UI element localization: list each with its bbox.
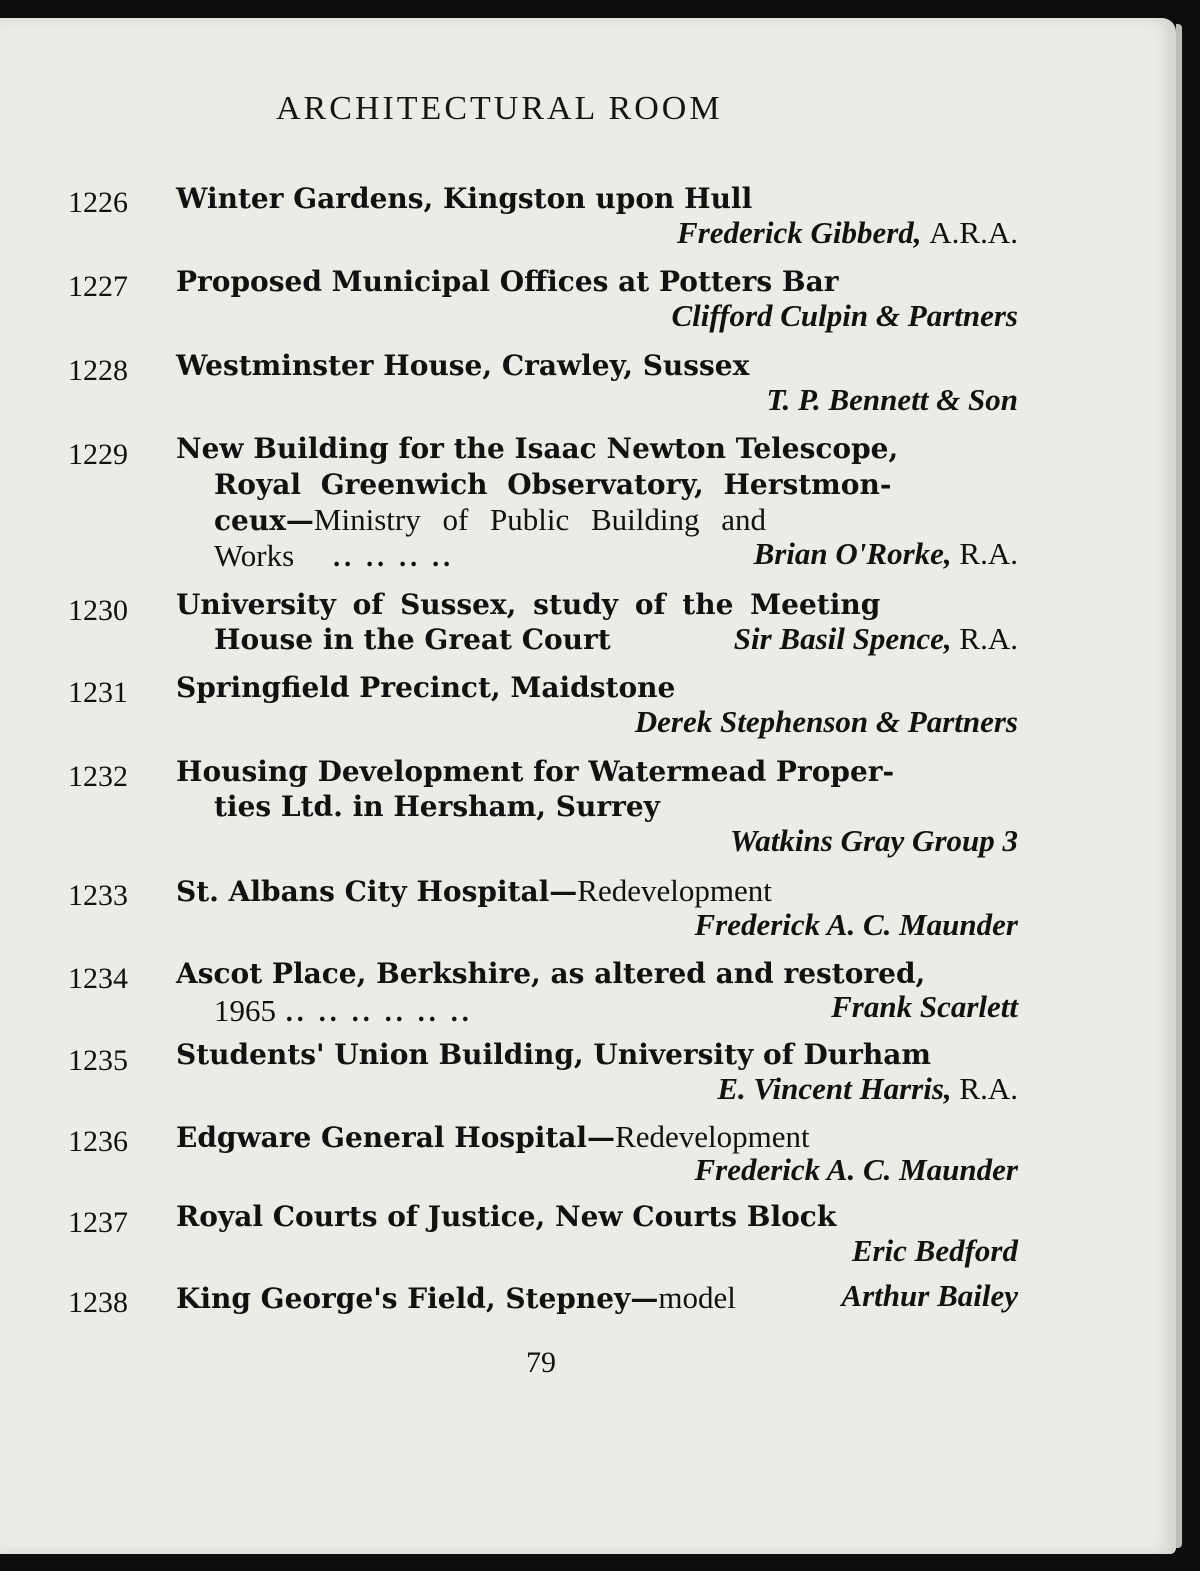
entry-title: Edgware General Hospital—Redevelopment	[176, 1119, 810, 1154]
entry-title-continued: Works .. .. .. ..	[214, 538, 455, 573]
entry-architect: Eric Bedford	[851, 1233, 1018, 1268]
entry-title: King George's Field, Stepney—model	[176, 1280, 736, 1315]
entry-title-continued: ties Ltd. in Hersham, Surrey	[214, 790, 660, 823]
entry-number: 1234	[68, 962, 128, 995]
entry-title-continued: ceux—Ministry of Public Building and	[214, 502, 767, 537]
entry-number: 1227	[68, 270, 128, 303]
page-title: ARCHITECTURAL ROOM	[276, 90, 723, 127]
entry-architect: Clifford Culpin & Partners	[671, 298, 1018, 333]
entry-title: St. Albans City Hospital—Redevelopment	[176, 873, 772, 908]
entry-architect: Derek Stephenson & Partners	[634, 704, 1018, 739]
entry-title: Students' Union Building, University of Durham	[176, 1038, 932, 1071]
entry-number: 1228	[68, 354, 128, 387]
entry-architect: Brian O'Rorke, R.A.	[753, 536, 1018, 571]
page-number: 79	[526, 1346, 556, 1379]
page-edge	[1176, 24, 1182, 1548]
entry-title-continued: House in the Great Court	[214, 623, 611, 656]
entry-architect: Sir Basil Spence, R.A.	[733, 621, 1018, 656]
entry-title: Winter Gardens, Kingston upon Hull	[176, 182, 753, 215]
entry-title: Westminster House, Crawley, Sussex	[176, 349, 750, 382]
entry-number: 1236	[68, 1125, 128, 1158]
entry-architect: Frederick A. C. Maunder	[694, 1152, 1018, 1187]
entry-number: 1238	[68, 1286, 128, 1319]
entry-number: 1229	[68, 438, 128, 471]
entry-title: New Building for the Isaac Newton Telescope,	[176, 432, 899, 465]
entry-architect: Frederick Gibberd, A.R.A.	[677, 215, 1018, 250]
entry-title-continued: 1965 .. .. .. .. .. ..	[214, 993, 473, 1028]
entry-architect: T. P. Bennett & Son	[766, 382, 1018, 417]
entry-architect: Watkins Gray Group 3	[730, 823, 1018, 858]
entry-architect: E. Vincent Harris, R.A.	[717, 1071, 1018, 1106]
entry-title: Royal Courts of Justice, New Courts Block	[176, 1200, 837, 1233]
entry-number: 1232	[68, 760, 128, 793]
entry-title-continued: Royal Greenwich Observatory, Herstmon-	[214, 468, 892, 501]
entry-architect: Frederick A. C. Maunder	[694, 907, 1018, 942]
entry-number: 1233	[68, 879, 128, 912]
entry-number: 1226	[68, 186, 128, 219]
entry-number: 1230	[68, 594, 128, 627]
entry-title: Housing Development for Watermead Proper-	[176, 755, 895, 788]
entry-title: Proposed Municipal Offices at Potters Bar	[176, 265, 839, 298]
entry-title: Ascot Place, Berkshire, as altered and restored,	[176, 957, 926, 990]
entry-title: University of Sussex, study of the Meeting	[176, 588, 881, 621]
entry-number: 1231	[68, 676, 128, 709]
entry-title: Springfield Precinct, Maidstone	[176, 671, 676, 704]
entry-number: 1235	[68, 1044, 128, 1077]
entry-architect: Frank Scarlett	[831, 989, 1018, 1024]
entry-number: 1237	[68, 1206, 128, 1239]
entry-architect: Arthur Bailey	[841, 1278, 1018, 1313]
